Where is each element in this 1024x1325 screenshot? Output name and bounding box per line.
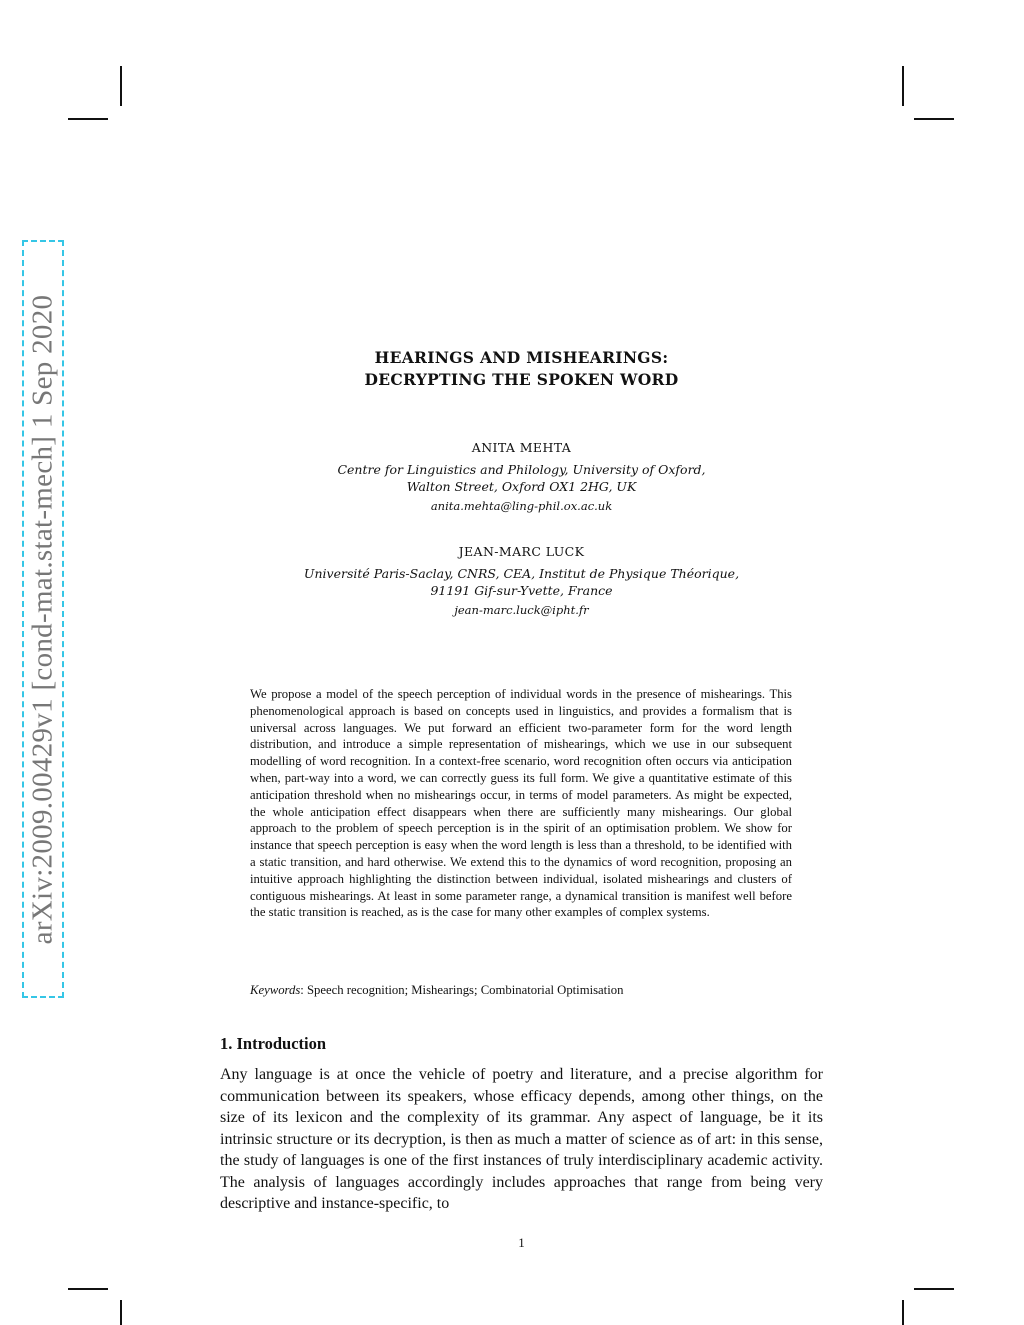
author-name: ANITA MEHTA xyxy=(471,440,572,455)
crop-mark-top-right-vertical xyxy=(902,66,904,106)
section-heading: 1. Introduction xyxy=(220,1034,327,1053)
crop-mark-top-right-horizontal xyxy=(914,118,954,120)
keywords-text: : Speech recognition; Mishearings; Combinatorial Optimisation xyxy=(300,983,624,997)
crop-mark-bottom-left-horizontal xyxy=(68,1288,108,1290)
title-line-1: HEARINGS AND MISHEARINGS: xyxy=(374,348,669,367)
crop-mark-bottom-left-vertical xyxy=(120,1300,122,1325)
author-affiliation-line-2: 91191 Gif-sur-Yvette, France xyxy=(430,583,613,598)
author-email: jean-marc.luck@ipht.fr xyxy=(454,603,589,617)
author-affiliation-line-1: Centre for Linguistics and Philology, University of Oxford, xyxy=(337,462,706,477)
author-affiliation-line-1: Université Paris-Saclay, CNRS, CEA, Institut de Physique Théorique, xyxy=(303,566,740,581)
keywords xyxy=(250,983,792,998)
arxiv-stamp xyxy=(22,240,64,998)
crop-mark-top-left-horizontal xyxy=(68,118,108,120)
crop-mark-bottom-right-horizontal xyxy=(914,1288,954,1290)
title-line-2: DECRYPTING THE SPOKEN WORD xyxy=(364,370,679,389)
crop-mark-top-left-vertical xyxy=(120,66,122,106)
page-number: 1 xyxy=(518,1235,525,1250)
arxiv-identifier: arXiv:2009.00429v1 [cond-mat.stat-mech] 1 Sep 2020 xyxy=(26,294,59,944)
paper-title xyxy=(220,347,823,391)
author-block-1 xyxy=(220,440,823,513)
keywords-label: Keywords xyxy=(250,983,301,997)
author-block-2 xyxy=(220,544,823,617)
author-email: anita.mehta@ling-phil.ox.ac.uk xyxy=(430,499,613,513)
crop-mark-bottom-right-vertical xyxy=(902,1300,904,1325)
author-affiliation-line-2: Walton Street, Oxford OX1 2HG, UK xyxy=(406,479,637,494)
abstract: We propose a model of the speech perception of individual words in the presence of mishearings. This phenomenological approach is based on concepts used in linguistics, and provides a formalism that is universal across languages. We put forward an efficient two-parameter form for the word length distribution, and introduce a simple representation of mishearings, which we use in our subsequent modelling of word recognition. In a context-free scenario, word recognition often occurs via anticipation when, part-way into a word, we can correctly guess its full form. We give a quantitative estimate of this anticipation threshold when no mishearings occur, in terms of model parameters. As might be expected, the whole anticipation effect disappears when there are sufficiently many mishearings. Our global approach to the problem of speech perception is in the spirit of an optimisation problem. We show for instance that speech perception is easy when the word length is less than a threshold, to be identified with a static transition, and hard otherwise. We extend this to the dynamics of word recognition, proposing an intuitive approach highlighting the distinction between individual, isolated mishearings and clusters of contiguous mishearings. At least in some parameter range, a dynamical transition is manifest well before the static transition is reached, as is the case for many other examples of complex systems. xyxy=(250,687,792,920)
section-body: Any language is at once the vehicle of poetry and literature, and a precise algorithm for communication between its speakers, whose efficacy depends, among other things, on the size of its lexicon and the complexity of its grammar. Any aspect of language, be it its intrinsic structure or its decryption, is then as much a matter of science as of art: in this sense, the study of languages is one of the first instances of truly interdisciplinary academic activity. The analysis of languages accordingly includes approaches that range from being very descriptive and instance-specific, to xyxy=(220,1066,823,1212)
author-name: JEAN-MARC LUCK xyxy=(458,544,585,559)
